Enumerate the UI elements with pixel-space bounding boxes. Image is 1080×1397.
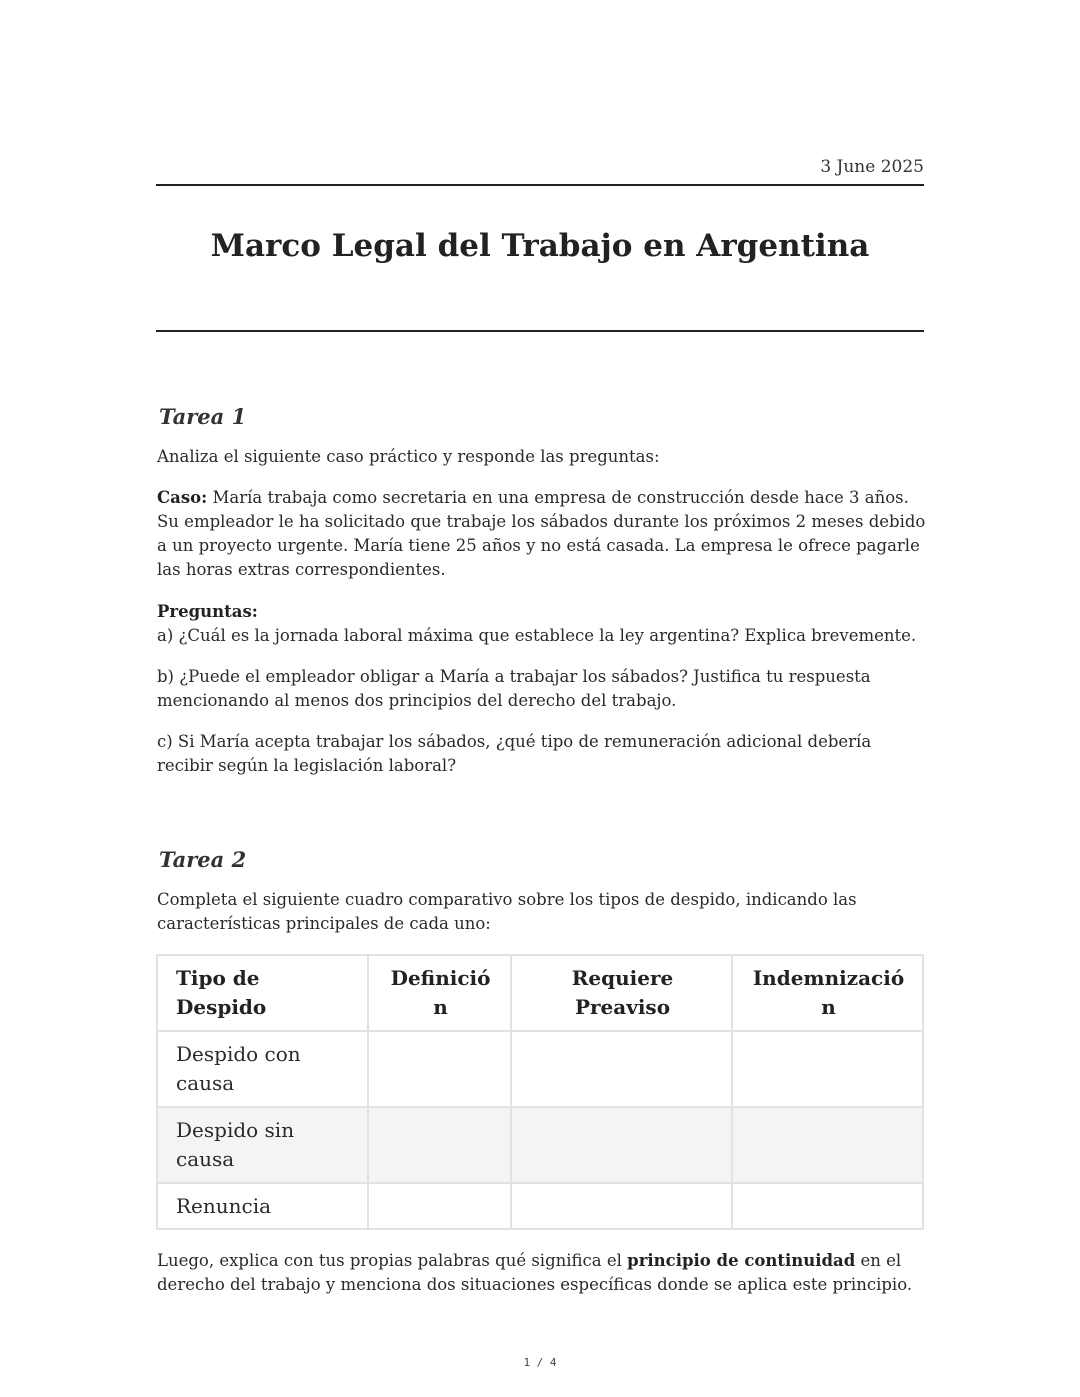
cell-definicion xyxy=(368,1031,511,1107)
header-rule-bottom xyxy=(156,330,924,332)
cell-preaviso xyxy=(511,1031,732,1107)
closing-paragraph xyxy=(157,1249,927,1297)
cell-tipo: Despido con causa xyxy=(157,1031,368,1107)
questions-block xyxy=(157,600,927,648)
closing-bold-term: principio de continuidad xyxy=(627,1251,856,1270)
header-indemnizacion: Indemnizació n xyxy=(732,955,923,1031)
cell-preaviso xyxy=(511,1107,732,1183)
cell-indemnizacion xyxy=(732,1107,923,1183)
cell-definicion xyxy=(368,1183,511,1229)
question-b: b) ¿Puede el empleador obligar a María a trabajar los sábados? Justifica tu respuesta mencionando al menos dos principios del derecho del trabajo. xyxy=(157,667,871,710)
cell-indemnizacion xyxy=(732,1183,923,1229)
case-text: María trabaja como secretaria en una empresa de construcción desde hace 3 años. Su empleador le ha solicitado que trabaje los sábados durante los próximos 2 meses debido a un proyecto urgente. María tiene 25 años y no está casada. La empresa le ofrece pagarle las horas extras correspondientes. xyxy=(157,488,926,579)
document-title: Marco Legal del Trabajo en Argentina xyxy=(210,228,870,264)
cell-preaviso xyxy=(511,1183,732,1229)
table-row xyxy=(157,1031,923,1107)
table-row xyxy=(157,1183,923,1229)
tarea-1-intro: Analiza el siguiente caso práctico y responde las preguntas: xyxy=(157,447,660,466)
case-label: Caso: xyxy=(157,488,208,507)
closing-text-end: en el derecho del trabajo y menciona dos situaciones específicas donde se aplica este principio. xyxy=(157,1251,913,1294)
tarea-2-intro: Completa el siguiente cuadro comparativo sobre los tipos de despido, indicando las características principales de cada uno: xyxy=(157,890,857,933)
cell-definicion xyxy=(368,1107,511,1183)
page-indicator: 1 / 4 xyxy=(523,1356,557,1369)
header-rule-top xyxy=(156,184,924,186)
tarea-1-heading: Tarea 1 xyxy=(159,404,247,429)
header-tipo-de-despido: Tipo de Despido xyxy=(157,955,368,1031)
cell-tipo: Despido sin causa xyxy=(157,1107,368,1183)
table-row xyxy=(157,1107,923,1183)
cell-indemnizacion xyxy=(732,1031,923,1107)
question-c: c) Si María acepta trabajar los sábados, ¿qué tipo de remuneración adicional debería recibir según la legislación laboral? xyxy=(157,732,872,775)
table-header-row xyxy=(157,955,923,1031)
header-requiere-preaviso: Requiere Preaviso xyxy=(511,955,732,1031)
case-paragraph xyxy=(157,486,927,582)
closing-text-start: Luego, explica con tus propias palabras qué significa el xyxy=(157,1251,628,1270)
tarea-2-heading: Tarea 2 xyxy=(159,847,247,872)
document-date: 3 June 2025 xyxy=(820,157,924,177)
cell-tipo: Renuncia xyxy=(157,1183,368,1229)
questions-label: Preguntas: xyxy=(157,602,258,621)
comparison-table xyxy=(156,954,924,1230)
question-a: a) ¿Cuál es la jornada laboral máxima que establece la ley argentina? Explica brevemente. xyxy=(157,626,917,645)
header-definicion: Definició n xyxy=(368,955,511,1031)
